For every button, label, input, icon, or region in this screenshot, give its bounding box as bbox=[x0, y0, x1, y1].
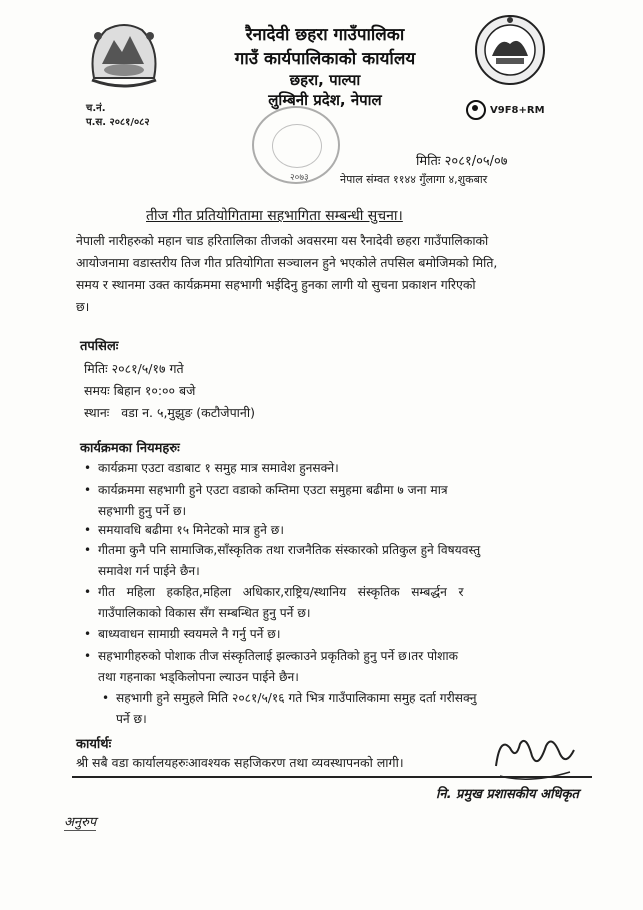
divider-line bbox=[72, 776, 592, 778]
bullet-icon: • bbox=[84, 585, 92, 599]
location-badge bbox=[466, 100, 545, 120]
map-pin-icon bbox=[466, 100, 486, 120]
bullet-icon: • bbox=[84, 483, 92, 497]
list-item: • गीत महिला हकहित,महिला अधिकार,राष्ट्रिय/स्थानिय संस्कृतिक सम्बर्द्धन र गाउँपालिकाको विकास सँग सम्बन्धित हुनु पर्ने छ। bbox=[98, 582, 558, 624]
bullet-icon: • bbox=[84, 649, 92, 663]
signatory-title: नि. प्रमुख प्रशासकीय अधिकृत bbox=[436, 787, 579, 802]
reference-number-label: च.नं. bbox=[86, 103, 106, 114]
rules-heading: कार्यक्रमका नियमहरुः bbox=[80, 441, 180, 456]
list-item: • समयावधि बढीमा १५ मिनेटको मात्र हुने छ। bbox=[98, 520, 558, 541]
paragraph-line: आयोजनामा वडास्तरीय तिज गीत प्रतियोगिता सञ्चालन हुने भएकोले तपसिल बमोजिमको मिति, bbox=[76, 255, 498, 270]
paragraph-line: समय र स्थानमा उक्त कार्यक्रममा सहभागी भईदिनु हुनका लागी यो सुचना प्रकाशन गरिएको bbox=[76, 277, 476, 292]
list-item: • कार्यक्रमा एउटा वडाबाट १ समुह मात्र समावेश हुनसक्ने। bbox=[98, 458, 558, 479]
bullet-icon: • bbox=[84, 543, 92, 557]
header-address: छहरा, पाल्पा bbox=[289, 71, 361, 89]
bullet-icon: • bbox=[102, 691, 110, 705]
details-place: स्थानः वडा न. ५,मुझुङ (कटौजेपानी) bbox=[84, 405, 255, 420]
list-item: • गीतमा कुनै पनि सामाजिक,साँस्कृतिक तथा राजनैतिक संस्कारको प्रतिकुल हुने विषयवस्तु समावेश गर्न पाईने छैन। bbox=[98, 540, 558, 582]
nepal-emblem-logo bbox=[84, 18, 164, 90]
list-item: • बाध्यवाधन सामाग्री स्वयमले नै गर्नु पर्ने छ। bbox=[98, 624, 558, 645]
stamp-year: २०७३ bbox=[290, 173, 309, 183]
details-heading: तपसिलः bbox=[80, 339, 119, 354]
location-code: V9F8+RM bbox=[490, 104, 545, 116]
dispatch-number: प.स. २०८१/०८२ bbox=[86, 117, 150, 128]
header-office-name: गाउँ कार्यपालिकाको कार्यालय bbox=[234, 49, 416, 69]
details-date: मितिः २०८१/५/१७ गते bbox=[84, 361, 184, 376]
list-item: • सहभागी हुने समुहले मिति २०८१/५/१६ गते भित्र गाउँपालिकामा समुह दर्ता गरीसक्नु पर्ने छ। bbox=[116, 688, 576, 730]
notice-subject: तीज गीत प्रतियोगितामा सहभागिता सम्बन्धी सुचना। bbox=[146, 208, 403, 224]
header-province: लुम्बिनी प्रदेश, नेपाल bbox=[268, 91, 382, 109]
list-item: • सहभागीहरुको पोशाक तीज संस्कृतिलाई झल्काउने प्रकृतिको हुनु पर्ने छ।तर पोशाक तथा गहनाका भड्किलोपना ल्याउन पाईने छैन। bbox=[98, 646, 558, 688]
header-municipality-name: रैनादेवी छहरा गाउँपालिका bbox=[245, 25, 405, 45]
paragraph-line: नेपाली नारीहरुको महान चाड हरितालिका तीजको अवसरमा यस रैनादेवी छहरा गाउँपालिकाको bbox=[76, 233, 489, 248]
bullet-icon: • bbox=[84, 627, 92, 641]
bullet-icon: • bbox=[84, 523, 92, 537]
signature bbox=[490, 726, 580, 788]
details-time: समयः बिहान १०:०० बजे bbox=[84, 383, 196, 398]
notice-paragraph bbox=[76, 230, 576, 318]
bullet-icon: • bbox=[84, 461, 92, 475]
nepal-sambat-date: नेपाल संम्वत ११४४ गुँलागा ४,शुकबार bbox=[340, 173, 488, 186]
issue-date: मितिः २०८१/०५/०७ bbox=[416, 154, 508, 169]
paragraph-line: छ। bbox=[76, 299, 90, 314]
action-heading: कार्यार्थः bbox=[76, 737, 112, 752]
footer-note: अनुरुप bbox=[64, 812, 96, 831]
action-text: श्री सबै वडा कार्यालयहरुःआवश्यक सहजिकरण तथा व्यवस्थापनको लागी। bbox=[76, 755, 404, 770]
list-item: • कार्यक्रममा सहभागी हुने एउटा वडाको कम्तिमा एउटा समुहमा बढीमा ७ जना मात्र सहभागी हुनु पर्ने छ। bbox=[98, 480, 558, 522]
